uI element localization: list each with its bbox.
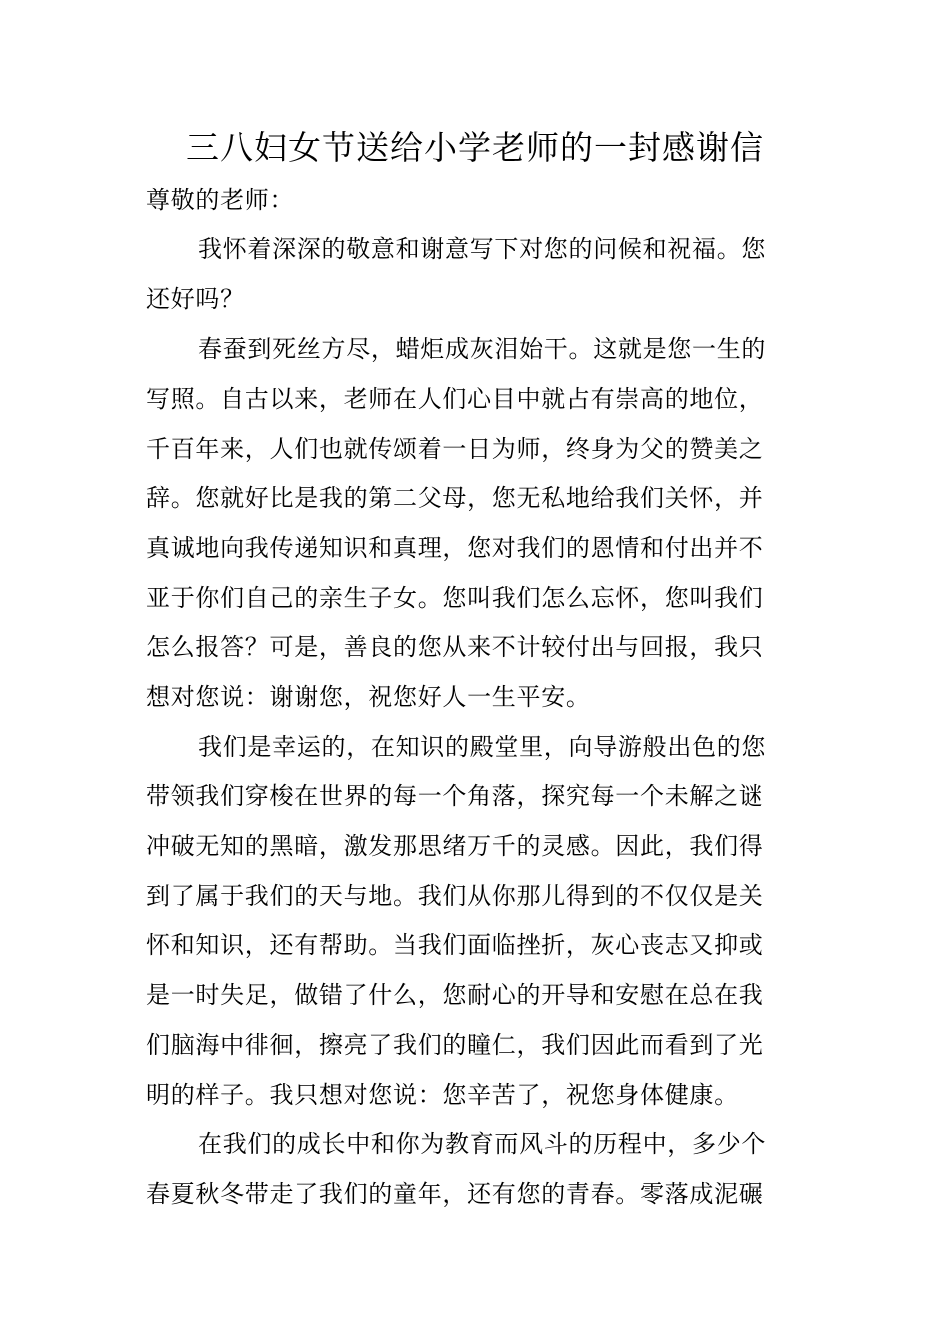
salutation: 尊敬的老师： [146,186,295,214]
text-line: 辞。您就好比是我的第二父母，您无私地给我们关怀，并 [146,484,764,512]
text-line: 到了属于我们的天与地。我们从你那儿得到的不仅仅是关 [146,882,764,910]
text-line: 怎么报答？可是，善良的您从来不计较付出与回报，我只 [146,633,764,661]
text-line: 想对您说：谢谢您，祝您好人一生平安。 [146,683,591,711]
text-line: 们脑海中徘徊，擦亮了我们的瞳仁，我们因此而看到了光 [146,1031,764,1059]
text-line: 明的样子。我只想对您说：您辛苦了，祝您身体健康。 [146,1081,739,1109]
text-line: 我怀着深深的敬意和谢意写下对您的问候和祝福。您 [198,235,767,263]
text-line: 亚于你们自己的亲生子女。您叫我们怎么忘怀，您叫我们 [146,584,764,612]
text-line: 写照。自古以来，老师在人们心目中就占有崇高的地位， [146,385,764,413]
text-line: 在我们的成长中和你为教育而风斗的历程中，多少个 [198,1130,767,1158]
text-line: 还好吗？ [146,285,245,313]
text-line: 我们是幸运的，在知识的殿堂里，向导游般出色的您 [198,733,767,761]
text-line: 春夏秋冬带走了我们的童年，还有您的青春。零落成泥碾 [146,1180,764,1208]
text-line: 冲破无知的黑暗，激发那思绪万千的灵感。因此，我们得 [146,832,764,860]
text-line: 春蚕到死丝方尽，蜡炬成灰泪始干。这就是您一生的 [198,335,767,363]
text-line: 怀和知识，还有帮助。当我们面临挫折，灰心丧志又抑或 [146,931,764,959]
document-title: 三八妇女节送给小学老师的一封感谢信 [186,128,764,167]
text-line: 千百年来，人们也就传颂着一日为师，终身为父的赞美之 [146,435,764,463]
text-line: 带领我们穿梭在世界的每一个角落，探究每一个未解之谜 [146,782,764,810]
text-line: 真诚地向我传递知识和真理，您对我们的恩情和付出并不 [146,534,764,562]
text-line: 是一时失足，做错了什么，您耐心的开导和安慰在总在我 [146,981,764,1009]
